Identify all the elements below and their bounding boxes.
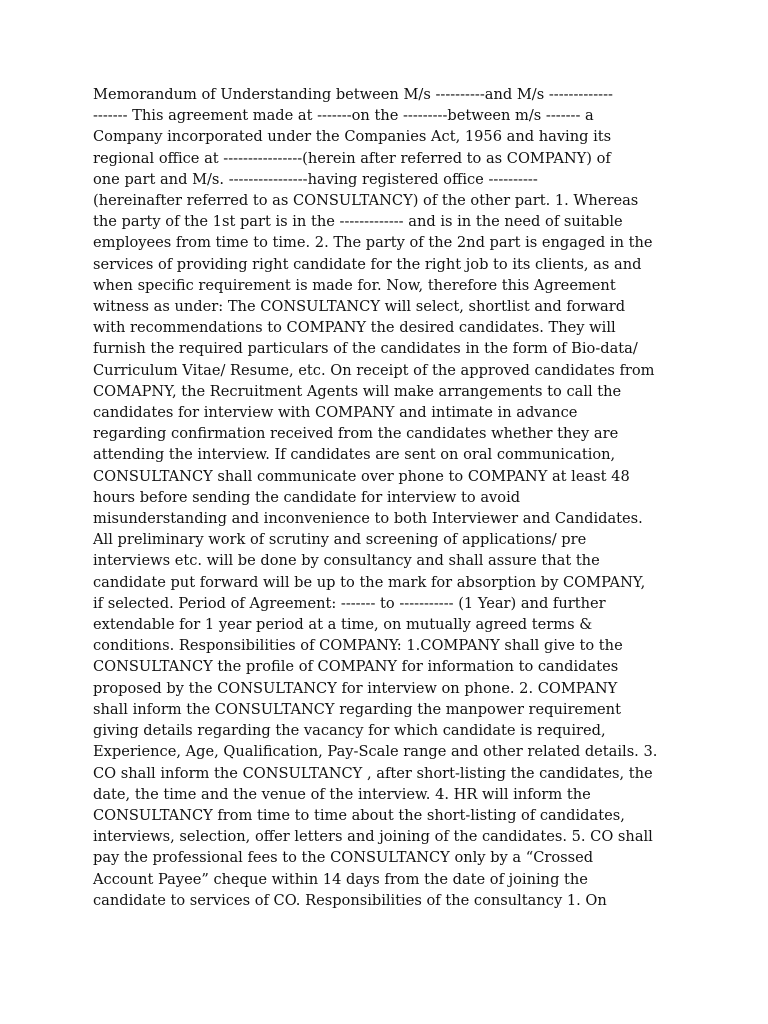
text-line-33: CO shall inform the CONSULTANCY , after short-listing the candidates, the: [93, 764, 653, 782]
text-line-35: CONSULTANCY from time to time about the short-listing of candidates,: [93, 806, 625, 824]
text-line-18: attending the interview. If candidates are sent on oral communication,: [93, 446, 616, 464]
text-line-15: COMAPNY, the Recruitment Agents will make arrangements to call the: [93, 382, 622, 400]
text-line-2: ------- This agreement made at -------on the ---------between m/s ------- a: [93, 107, 594, 125]
text-line-34: date, the time and the venue of the interview. 4. HR will inform the: [93, 785, 591, 803]
text-line-30: shall inform the CONSULTANCY regarding the manpower requirement: [93, 700, 621, 718]
text-line-12: with recommendations to COMPANY the desired candidates. They will: [93, 319, 616, 337]
text-line-11: witness as under: The CONSULTANCY will select, shortlist and forward: [93, 298, 626, 316]
text-line-36: interviews, selection, offer letters and joining of the candidates. 5. CO shall: [93, 828, 653, 846]
text-line-31: giving details regarding the vacancy for which candidate is required,: [93, 722, 606, 740]
document-body: [93, 84, 683, 911]
text-line-1: Memorandum of Understanding between M/s ----------and M/s -------------: [93, 86, 613, 103]
text-line-17: regarding confirmation received from the candidates whether they are: [93, 425, 619, 443]
text-line-32: Experience, Age, Qualification, Pay-Scale range and other related details. 3.: [93, 743, 658, 761]
text-line-24: candidate put forward will be up to the mark for absorption by COMPANY,: [93, 573, 646, 591]
text-line-14: Curriculum Vitae/ Resume, etc. On receipt of the approved candidates from: [93, 361, 655, 379]
text-line-37: pay the professional fees to the CONSULTANCY only by a “Crossed: [93, 849, 594, 867]
text-line-3: Company incorporated under the Companies Act, 1956 and having its: [93, 128, 612, 146]
text-line-4: regional office at ----------------(herein after referred to as COMPANY) of: [93, 149, 611, 167]
text-line-19: CONSULTANCY shall communicate over phone to COMPANY at least 48: [93, 467, 630, 485]
text-line-27: conditions. Responsibilities of COMPANY: 1.COMPANY shall give to the: [93, 637, 623, 655]
text-line-22: All preliminary work of scrutiny and screening of applications/ pre: [93, 531, 587, 549]
text-line-39: candidate to services of CO. Responsibilities of the consultancy 1. On: [93, 891, 607, 909]
text-line-6: (hereinafter referred to as CONSULTANCY) of the other part. 1. Whereas: [93, 192, 639, 210]
text-line-5: one part and M/s. ----------------having registered office ----------: [93, 170, 538, 188]
text-line-16: candidates for interview with COMPANY and intimate in advance: [93, 404, 578, 422]
text-line-13: furnish the required particulars of the candidates in the form of Bio-data/: [93, 340, 638, 358]
text-line-7: the party of the 1st part is in the ------------- and is in the need of suitable: [93, 213, 623, 231]
text-line-26: extendable for 1 year period at a time, on mutually agreed terms &: [93, 616, 593, 634]
text-line-20: hours before sending the candidate for interview to avoid: [93, 488, 521, 506]
text-line-23: interviews etc. will be done by consultancy and shall assure that the: [93, 552, 600, 570]
text-line-29: proposed by the CONSULTANCY for interview on phone. 2. COMPANY: [93, 679, 618, 697]
text-line-9: services of providing right candidate for the right job to its clients, as and: [93, 255, 642, 273]
text-line-8: employees from time to time. 2. The party of the 2nd part is engaged in the: [93, 234, 653, 252]
text-line-28: CONSULTANCY the profile of COMPANY for information to candidates: [93, 658, 619, 676]
text-line-25: if selected. Period of Agreement: ------- to ----------- (1 Year) and further: [93, 594, 606, 612]
text-line-38: Account Payee” cheque within 14 days from the date of joining the: [93, 870, 588, 888]
text-line-10: when specific requirement is made for. Now, therefore this Agreement: [93, 276, 616, 294]
text-line-21: misunderstanding and inconvenience to both Interviewer and Candidates.: [93, 510, 643, 528]
